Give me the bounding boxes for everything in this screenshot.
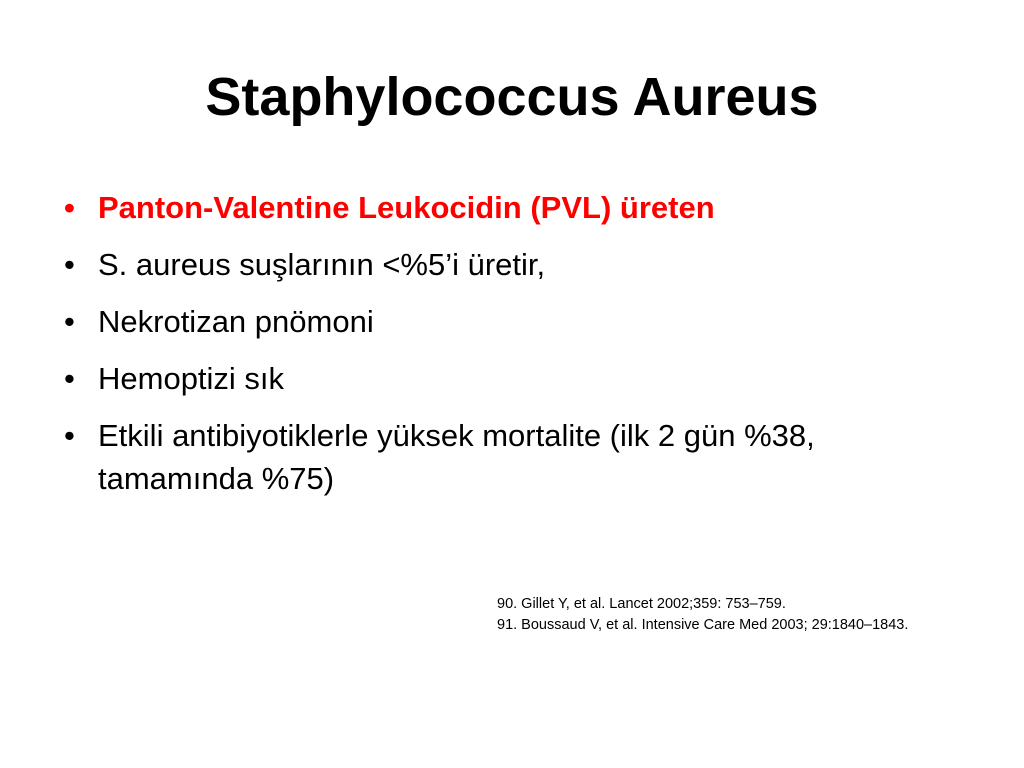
slide-title: Staphylococcus Aureus <box>205 67 819 127</box>
bullet-item <box>60 186 960 229</box>
bullet-list <box>60 186 960 514</box>
bullet-item <box>60 300 960 343</box>
bullet-marker: • <box>64 418 75 453</box>
bullet-text: S. aureus suşlarının <%5’i üretir, <box>98 247 546 282</box>
reference-line: 91. Boussaud V, et al. Intensive Care Med 2003; 29:1840–1843. <box>497 617 909 633</box>
reference-line: 90. Gillet Y, et al. Lancet 2002;359: 753–759. <box>497 596 786 612</box>
bullet-item <box>60 243 960 286</box>
bullet-item <box>60 414 960 500</box>
bullet-item <box>60 357 960 400</box>
bullet-text: Panton-Valentine Leukocidin (PVL) üreten <box>98 190 715 225</box>
bullet-text: Etkili antibiyotiklerle yüksek mortalite (ilk 2 gün %38, tamamında %75) <box>98 418 815 496</box>
references <box>497 594 1017 636</box>
bullet-marker: • <box>64 361 75 396</box>
bullet-text: Hemoptizi sık <box>98 361 285 396</box>
bullet-text: Nekrotizan pnömoni <box>98 304 374 339</box>
bullet-marker: • <box>64 247 75 282</box>
bullet-marker: • <box>64 190 75 225</box>
bullet-marker: • <box>64 304 75 339</box>
